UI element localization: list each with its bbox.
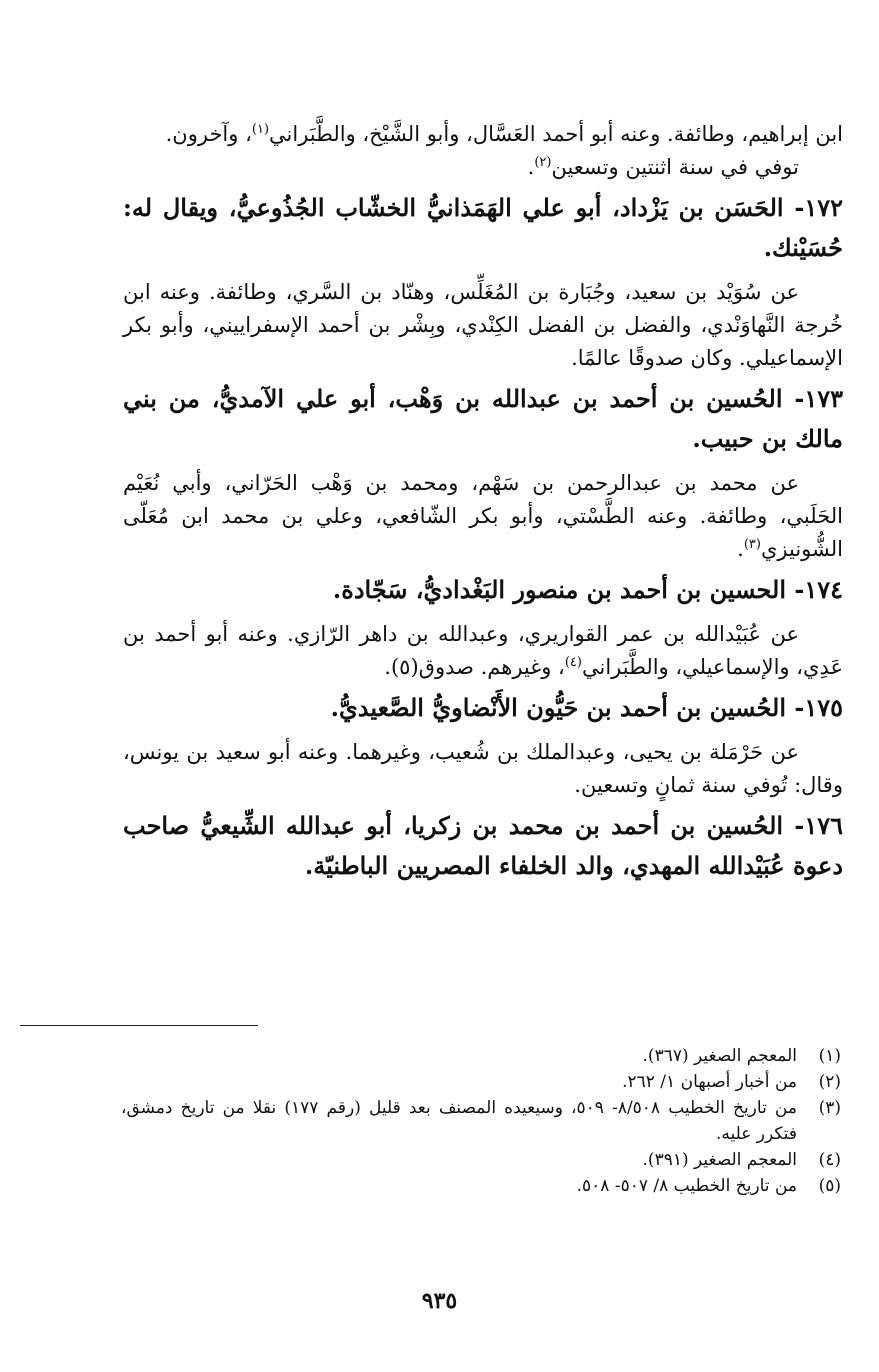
entry-text — [123, 736, 843, 802]
footnote-number: (٤) — [818, 1150, 841, 1170]
footnote-marker: (١) — [251, 122, 270, 137]
entry-text — [123, 467, 843, 566]
footnote-text: من أخبار أصبهان ١/ ٢٦٢. — [622, 1072, 797, 1092]
footnote-text: المعجم الصغير (٣٩١). — [642, 1150, 797, 1170]
footnote-text: المعجم الصغير (٣٦٧). — [642, 1046, 797, 1066]
entry-heading: ١٧٢- الحَسَن بن يَزْداد، أبو علي الهَمَذانيُّ الخشّاب الجُذُوعيُّ، ويقال له: حُسَيْنك. — [123, 193, 843, 262]
death-text-end: . — [527, 155, 535, 179]
footnote-item — [121, 1069, 841, 1095]
entry-heading: ١٧٤- الحسين بن أحمد بن منصور البَغْداديُّ، سَجّادة. — [332, 575, 843, 604]
entry-body-end: ، وغيرهم. صدوق(٥). — [384, 655, 565, 679]
entry-text — [123, 618, 843, 684]
death-note — [123, 151, 843, 184]
entry-body: عن محمد بن عبدالرحمن بن سَهْم، ومحمد بن وَهْب الحَرّاني، وأبي نُعَيْم الحَلَبي، وطائفة. وعنه الطَّسْتي، وأبو بكر الشّافعي، وعلي بن محمد ابن مُعَلّى الشُّونيزي — [123, 471, 843, 561]
footnote-marker: (٢) — [534, 155, 552, 170]
footnotes — [121, 1043, 841, 1199]
footnote-marker: (٣) — [743, 537, 761, 552]
intro-line: ابن إبراهيم، وطائفة. وعنه أبو أحمد العَسَّال، وأبو الشَّيْخ، والطَّبَراني — [269, 122, 843, 146]
footnote-item — [121, 1173, 841, 1199]
footnote-item — [121, 1043, 841, 1069]
main-text — [123, 118, 843, 894]
entry-text — [123, 276, 843, 375]
death-text: توفي في سنة اثنتين وتسعين — [551, 155, 799, 179]
entry-body: عن عُبَيْدالله بن عمر القواريري، وعبدالله بن داهر الرّازي. وعنه أبو أحمد بن عَدِي، والإسماعيلي، والطَّبَراني — [123, 622, 843, 679]
footnote-number: (٥) — [818, 1176, 841, 1196]
footnote-number: (١) — [818, 1046, 841, 1066]
footnote-item — [121, 1095, 841, 1147]
entry-heading: ١٧٣- الحُسين بن أحمد بن عبدالله بن وَهْب، أبو علي الآمديُّ، من بني مالك بن حبيب. — [123, 384, 843, 453]
intro-line-end: ، وآخرون. — [165, 122, 252, 146]
footnote-item — [121, 1147, 841, 1173]
footnote-divider — [20, 1025, 258, 1026]
footnote-marker: (٤) — [564, 655, 582, 670]
entry-body-end: . — [737, 537, 744, 561]
entry-body: عن حَرْمَلة بن يحيى، وعبدالملك بن شُعيب، وغيرهما. وعنه أبو سعيد بن يونس، وقال: تُوفي سنة ثمانٍ وتسعين. — [123, 740, 843, 797]
page-number: ٩٣٥ — [421, 1288, 458, 1314]
footnote-number: (٣) — [818, 1098, 841, 1118]
entry-heading: ١٧٦- الحُسين بن أحمد بن محمد بن زكريا، أبو عبدالله الشِّيعيُّ صاحب دعوة عُبَيْدالله المهدي، والد الخلفاء المصريين الباطنيّة. — [123, 811, 843, 880]
intro-paragraph — [123, 118, 843, 151]
footnote-text: من تاريخ الخطيب ٨/ ٥٠٧- ٥٠٨. — [576, 1176, 797, 1196]
footnote-text: من تاريخ الخطيب ٨/٥٠٨- ٥٠٩، وسيعيده المصنف بعد قليل (رقم ١٧٧) نقلا من تاريخ دمشق، فتكرر عليه. — [121, 1098, 797, 1144]
entry-body: عن سُوَيْد بن سعيد، وجُبَارة بن المُغَلِّس، وهنّاد بن السَّري، وطائفة. وعنه ابن خُرجة النَّهاوَنْدي، والفضل بن الفضل الكِنْدي، وبِشْر بن أحمد الإسفراييني، وأبو بكر الإسماعيلي. وكان صدوقًا عالمًا. — [123, 280, 843, 370]
entry-heading: ١٧٥- الحُسين بن أحمد بن حَيُّون الأَنْضاويُّ الصَّعيديُّ. — [330, 693, 843, 722]
footnote-number: (٢) — [818, 1072, 841, 1092]
